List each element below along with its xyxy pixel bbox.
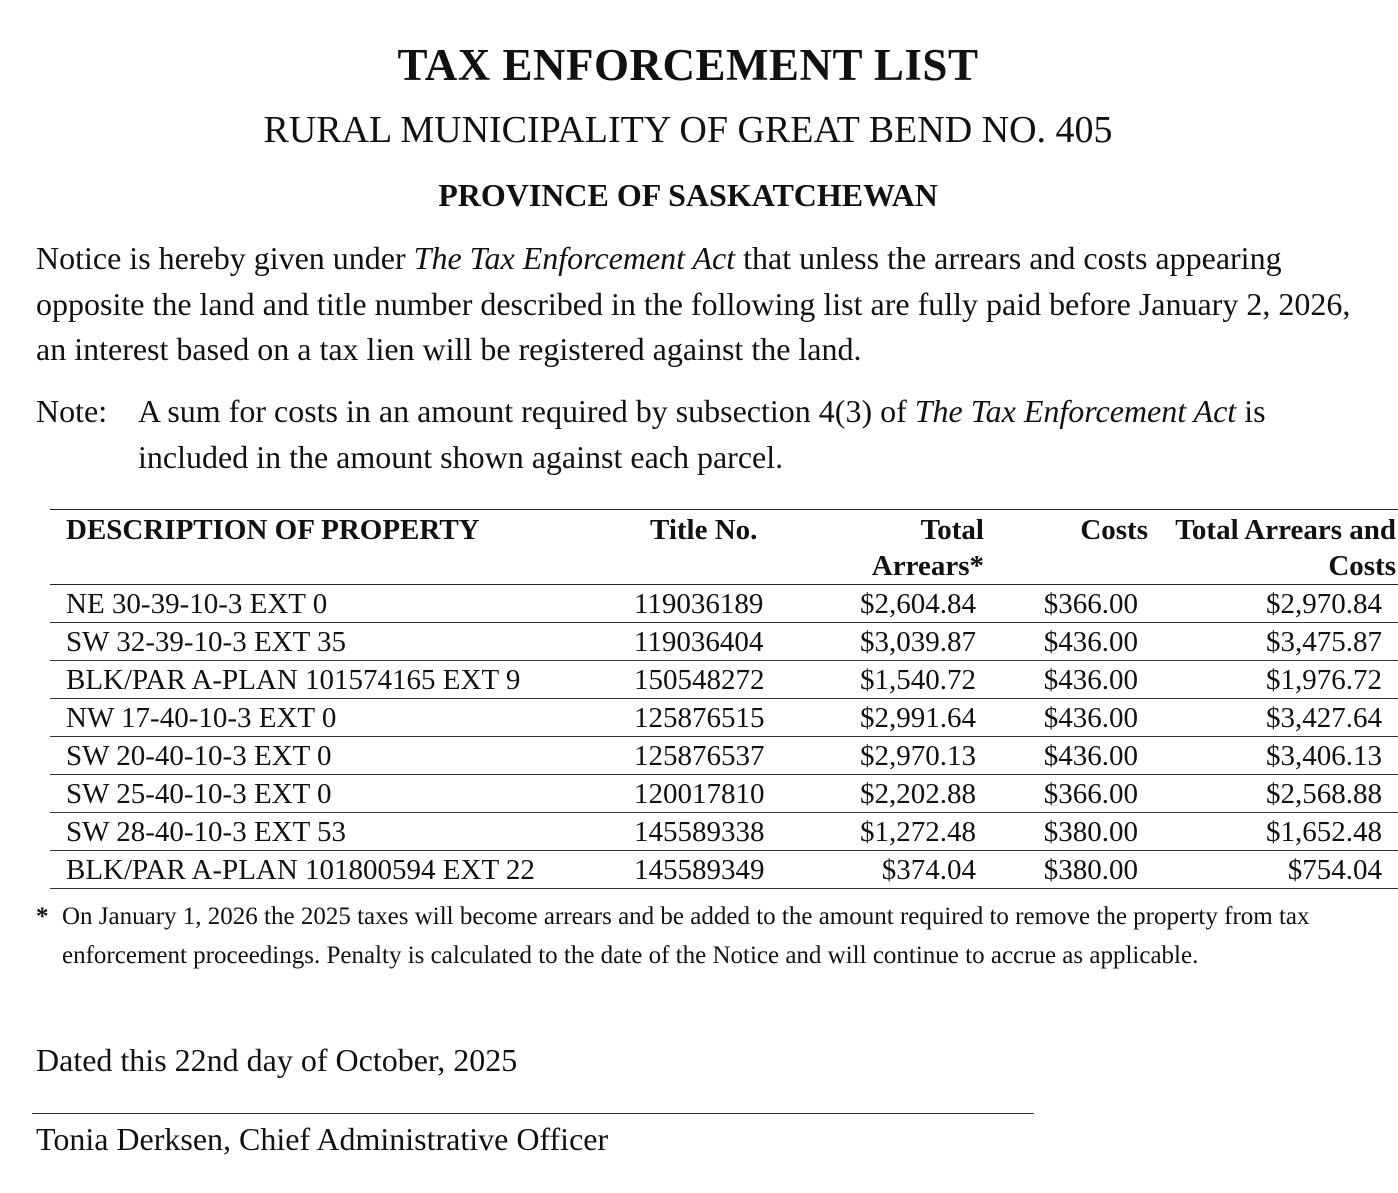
dated-line: Dated this 22nd day of October, 2025 bbox=[36, 1042, 518, 1078]
cell-title-no: 119036189 bbox=[622, 585, 804, 623]
header-total-arrears: Total Arrears* bbox=[804, 510, 986, 585]
cell-total: $754.04 bbox=[1164, 851, 1398, 889]
notice-text-start: Notice is hereby given under bbox=[36, 240, 414, 276]
cell-total: $3,475.87 bbox=[1164, 623, 1398, 661]
cell-title-no: 145589338 bbox=[622, 813, 804, 851]
header-total-arrears-costs: Total Arrears and Costs bbox=[1164, 510, 1398, 585]
notice-paragraph bbox=[36, 236, 1356, 373]
notice-act-name: The Tax Enforcement Act bbox=[413, 240, 736, 276]
table-row bbox=[50, 775, 1398, 813]
cell-arrears: $1,272.48 bbox=[804, 813, 986, 851]
table-row bbox=[50, 813, 1398, 851]
officer-name: Tonia Derksen, Chief Administrative Officer bbox=[36, 1121, 609, 1157]
table-row bbox=[50, 661, 1398, 699]
cell-arrears: $2,604.84 bbox=[804, 585, 986, 623]
cell-total: $2,970.84 bbox=[1164, 585, 1398, 623]
cell-total: $1,652.48 bbox=[1164, 813, 1398, 851]
header-costs: Costs bbox=[986, 510, 1164, 585]
header-title-no: Title No. bbox=[622, 510, 804, 585]
cell-arrears: $1,540.72 bbox=[804, 661, 986, 699]
cell-description: NE 30-39-10-3 EXT 0 bbox=[50, 585, 622, 623]
cell-arrears: $2,991.64 bbox=[804, 699, 986, 737]
arrears-table bbox=[50, 509, 1398, 889]
cell-total: $3,427.64 bbox=[1164, 699, 1398, 737]
cell-description: SW 25-40-10-3 EXT 0 bbox=[50, 775, 622, 813]
table-row bbox=[50, 851, 1398, 889]
table-header bbox=[50, 510, 1398, 585]
cell-costs: $366.00 bbox=[986, 585, 1164, 623]
table-body bbox=[50, 585, 1398, 889]
note-text bbox=[138, 389, 1356, 480]
note-text-start: A sum for costs in an amount required by subsection 4(3) of bbox=[138, 393, 915, 429]
cell-arrears: $2,970.13 bbox=[804, 737, 986, 775]
cell-title-no: 119036404 bbox=[622, 623, 804, 661]
cell-title-no: 150548272 bbox=[622, 661, 804, 699]
cell-arrears: $2,202.88 bbox=[804, 775, 986, 813]
document-title: TAX ENFORCEMENT LIST bbox=[397, 40, 979, 90]
table-row bbox=[50, 699, 1398, 737]
cell-total: $3,406.13 bbox=[1164, 737, 1398, 775]
cell-description: BLK/PAR A-PLAN 101800594 EXT 22 bbox=[50, 851, 622, 889]
cell-costs: $380.00 bbox=[986, 851, 1164, 889]
cell-costs: $366.00 bbox=[986, 775, 1164, 813]
signature-line bbox=[32, 1113, 1034, 1114]
cell-title-no: 125876537 bbox=[622, 737, 804, 775]
table-row bbox=[50, 623, 1398, 661]
table-header-row bbox=[50, 510, 1398, 585]
cell-description: SW 32-39-10-3 EXT 35 bbox=[50, 623, 622, 661]
cell-costs: $436.00 bbox=[986, 623, 1164, 661]
note-act-name: The Tax Enforcement Act bbox=[914, 393, 1237, 429]
cell-title-no: 145589349 bbox=[622, 851, 804, 889]
note-label: Note: bbox=[36, 393, 108, 429]
cell-arrears: $374.04 bbox=[804, 851, 986, 889]
municipality-name: RURAL MUNICIPALITY OF GREAT BEND NO. 405 bbox=[263, 109, 1113, 151]
cell-costs: $436.00 bbox=[986, 699, 1164, 737]
table-row bbox=[50, 737, 1398, 775]
cell-description: SW 20-40-10-3 EXT 0 bbox=[50, 737, 622, 775]
cell-description: SW 28-40-10-3 EXT 53 bbox=[50, 813, 622, 851]
cell-costs: $436.00 bbox=[986, 661, 1164, 699]
cell-arrears: $3,039.87 bbox=[804, 623, 986, 661]
header-description: DESCRIPTION OF PROPERTY bbox=[50, 510, 622, 585]
notice-text-end: that unless the arrears and costs appearing opposite the land and title number described in the following list are fully paid before January 2, 2026, an interest based on a tax lien will be registered against the land. bbox=[36, 240, 1351, 367]
cell-description: BLK/PAR A-PLAN 101574165 EXT 9 bbox=[50, 661, 622, 699]
cell-costs: $380.00 bbox=[986, 813, 1164, 851]
cell-costs: $436.00 bbox=[986, 737, 1164, 775]
cell-title-no: 120017810 bbox=[622, 775, 804, 813]
table-row bbox=[50, 585, 1398, 623]
footnote-text: On January 1, 2026 the 2025 taxes will become arrears and be added to the amount required to remove the property from tax enforcement proceedings. Penalty is calculated to the date of the Notice and will continue to accrue as applicable. bbox=[62, 903, 1310, 969]
province-name: PROVINCE OF SASKATCHEWAN bbox=[438, 177, 938, 213]
cell-total: $2,568.88 bbox=[1164, 775, 1398, 813]
cell-total: $1,976.72 bbox=[1164, 661, 1398, 699]
footnote-asterisk: * bbox=[36, 903, 49, 930]
cell-title-no: 125876515 bbox=[622, 699, 804, 737]
note-text-end: is included in the amount shown against each parcel. bbox=[138, 393, 1266, 475]
cell-description: NW 17-40-10-3 EXT 0 bbox=[50, 699, 622, 737]
